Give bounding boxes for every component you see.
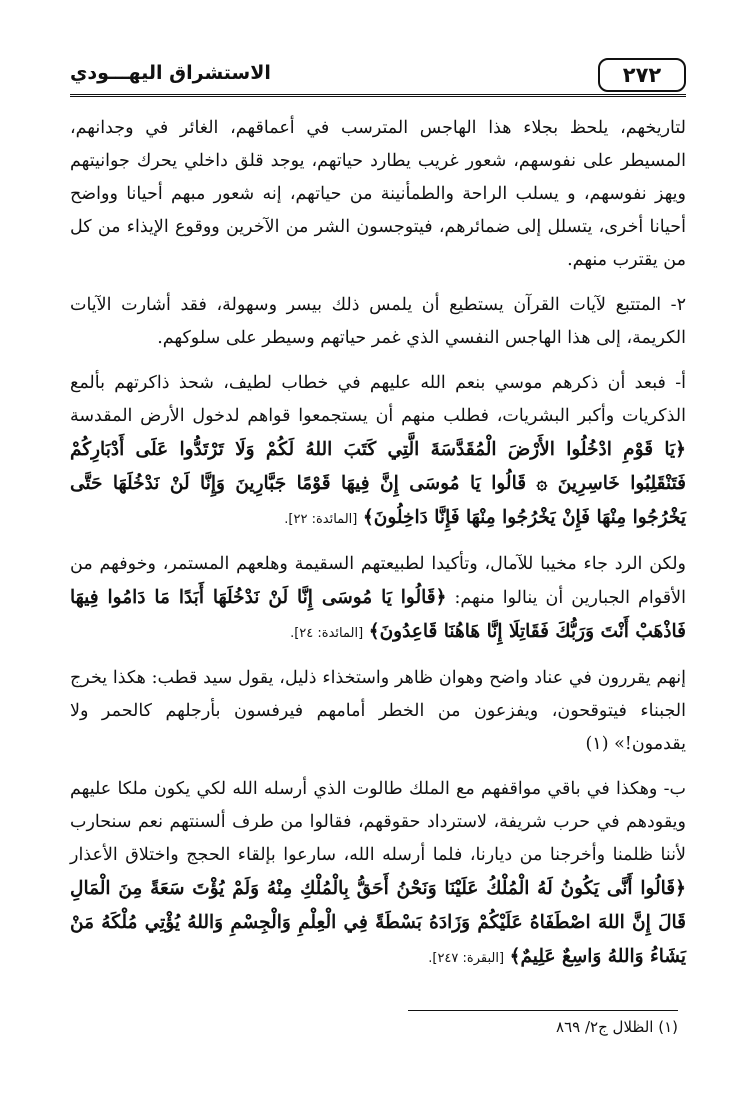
paragraph-6 xyxy=(70,773,686,975)
quran-verse: ﴿قَالُوا أَنَّى يَكُونُ لَهُ الْمُلْكُ عَلَيْنَا وَنَحْنُ أَحَقُّ بِالْمُلْكِ مِنْهُ وَلَمْ يُؤْتَ سَعَةً مِنَ الْمَالِ قَالَ إِنَّ اللهَ اصْطَفَاهُ عَلَيْكُمْ وَزَادَهُ بَسْطَةً فِي الْعِلْمِ وَالْجِسْمِ وَاللهُ يُؤْتِي مُلْكَهُ مَنْ يَشَاءُ وَاللهُ وَاسِعٌ عَلِيمٌ﴾ xyxy=(70,878,686,967)
paragraph-text: أ- فبعد أن ذكرهم موسي بنعم الله عليهم في خطاب لطيف، شحذ ذاكرتهم بألمع الذكريات وأكبر البشريات، فطلب منهم أن يستجمعوا قواهم لدخول الأرض المقدسة xyxy=(70,373,686,426)
page-header xyxy=(70,58,686,98)
paragraph-text: ٢- المتتبع لآيات القرآن يستطيع أن يلمس ذلك بيسر وسهولة، فقد أشارت الآيات الكريمة، إلى هذا الهاجس النفسي الذي غمر حياتهم وسيطر على سلوكهم. xyxy=(70,295,686,348)
quran-verse: ﴿قَالُوا يَا مُوسَى إِنَّا لَنْ نَدْخُلَهَا أَبَدًا مَا دَامُوا فِيهَا فَاذْهَبْ أَنْتَ وَرَبُّكَ فَقَاتِلَا إِنَّا هَاهُنَا قَاعِدُونَ﴾ xyxy=(70,587,686,642)
paragraph-text: ب- وهكذا في باقي مواقفهم مع الملك طالوت الذي أرسله الله لكي يكون ملكا عليهم ويقودهم في حرب شريفة، لاسترداد حقوقهم، فقالوا من طرف ألسنتهم نعم سنحارب لأننا ظلمنا وأخرجنا من ديارنا، فلما أرسله الله، سارعوا بإلقاء الحجج واختلاق الأعذار xyxy=(70,779,686,865)
verse-reference: [المائدة: ٢٢]. xyxy=(284,512,358,527)
verse-reference: [المائدة: ٢٤]. xyxy=(290,626,364,641)
footnote-divider xyxy=(408,1010,678,1011)
header-divider xyxy=(70,94,686,97)
footnote: (١) الظلال ج٢/ ٨٦٩ xyxy=(556,1018,678,1036)
page-number: ٢٧٢ xyxy=(598,58,686,92)
running-title: الاستشراق اليهـــودي xyxy=(70,62,271,84)
paragraph-5 xyxy=(70,662,686,761)
paragraph-3 xyxy=(70,367,686,536)
quran-verse: ﴿يَا قَوْمِ ادْخُلُوا الأَرْضَ الْمُقَدَّسَةَ الَّتِي كَتَبَ اللهُ لَكُمْ وَلَا تَرْتَدُّوا عَلَى أَدْبَارِكُمْ فَتَنْقَلِبُوا خَاسِرِينَ ۞ قَالُوا يَا مُوسَى إِنَّ فِيهَا قَوْمًا جَبَّارِينَ وَإِنَّا لَنْ نَدْخُلَهَا حَتَّى يَخْرُجُوا مِنْهَا فَإِنْ يَخْرُجُوا مِنْهَا فَإِنَّا دَاخِلُونَ﴾ xyxy=(70,439,686,528)
paragraph-text: لتاريخهم، يلحظ بجلاء هذا الهاجس المترسب في أعماقهم، الغائر في وجدانهم، المسيطر على نفوسهم، شعور غريب يطارد حياتهم، يوجد قلق داخلي يحرك جوانيتهم ويهز نفوسهم، و يسلب الراحة والطمأنينة من حياتهم، إنه شعور مبهم أحيانا وواضح أحيانا أخرى، يتسلل إلى ضمائرهم، فيتوجسون الشر من الآخرين ووقوع الإيذاء من كل من يقترب منهم. xyxy=(70,118,686,270)
paragraph-text: ولكن الرد جاء مخيبا للآمال، وتأكيدا لطبيعتهم السقيمة وهلعهم المستمر، وخوفهم من الأقوام الجبارين أن ينالوا منهم: xyxy=(70,554,686,608)
page-body xyxy=(70,112,686,987)
paragraph-2 xyxy=(70,289,686,355)
paragraph-1 xyxy=(70,112,686,277)
verse-reference: [البقرة: ٢٤٧]. xyxy=(428,951,505,966)
paragraph-text: إنهم يقررون في عناد واضح وهوان ظاهر واستخذاء ذليل، يقول سيد قطب: هكذا يخرج الجبناء فيتوقحون، ويفزعون من الخطر أمامهم فيرفسون بأرجلهم كالحمر ولا يقدمون!» (١) xyxy=(70,668,686,754)
paragraph-4 xyxy=(70,548,686,650)
